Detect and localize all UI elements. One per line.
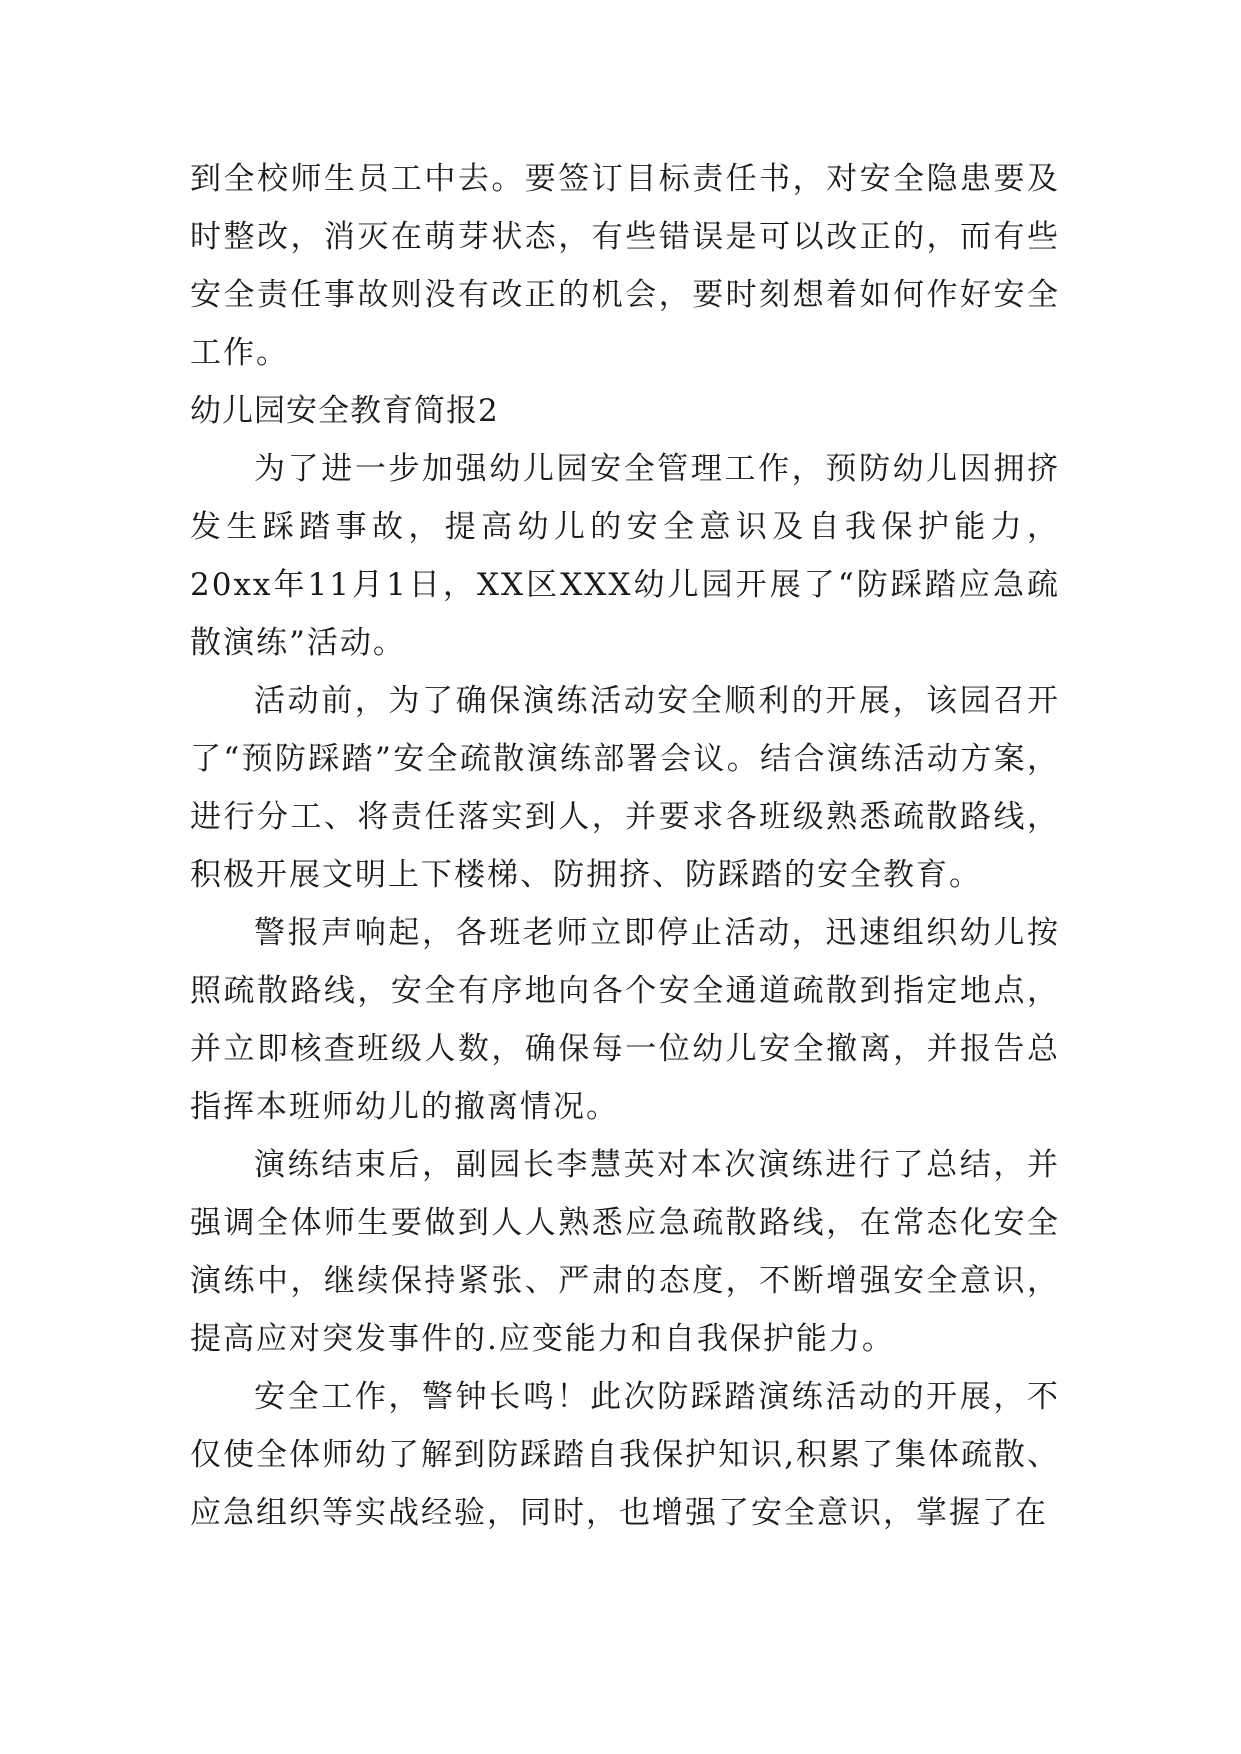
paragraph: 活动前，为了确保演练活动安全顺利的开展，该园召开了“预防踩踏”安全疏散演练部署会议。结合演练活动方案，进行分工、将责任落实到人，并要求各班级熟悉疏散路线，积极开展文明上下楼梯、防拥挤、防踩踏的安全教育。 bbox=[190, 683, 1060, 893]
paragraph: 警报声响起，各班老师立即停止活动，迅速组织幼儿按照疏散路线，安全有序地向各个安全通道疏散到指定地点，并立即核查班级人数，确保每一位幼儿安全撤离，并报告总指挥本班师幼儿的撤离情况。 bbox=[190, 915, 1060, 1125]
continued-paragraph: 到全校师生员工中去。要签订目标责任书，对安全隐患要及时整改，消灭在萌芽状态，有些错误是可以改正的，而有些安全责任事故则没有改正的机会，要时刻想着如何作好安全工作。 bbox=[190, 161, 1060, 371]
section-heading: 幼儿园安全教育简报2 bbox=[190, 393, 499, 429]
paragraph: 演练结束后，副园长李慧英对本次演练进行了总结，并强调全体师生要做到人人熟悉应急疏散路线，在常态化安全演练中，继续保持紧张、严肃的态度，不断增强安全意识，提高应对突发事件的.应变能力和自我保护能力。 bbox=[190, 1147, 1060, 1357]
document-page bbox=[190, 150, 1060, 1542]
paragraph: 安全工作，警钟长鸣！此次防踩踏演练活动的开展，不仅使全体师幼了解到防踩踏自我保护知识,积累了集体疏散、应急组织等实战经验，同时，也增强了安全意识，掌握了在 bbox=[190, 1379, 1060, 1531]
paragraph: 为了进一步加强幼儿园安全管理工作，预防幼儿因拥挤发生踩踏事故，提高幼儿的安全意识及自我保护能力，20xx年11月1日，XX区XXX幼儿园开展了“防踩踏应急疏散演练”活动。 bbox=[190, 451, 1060, 661]
